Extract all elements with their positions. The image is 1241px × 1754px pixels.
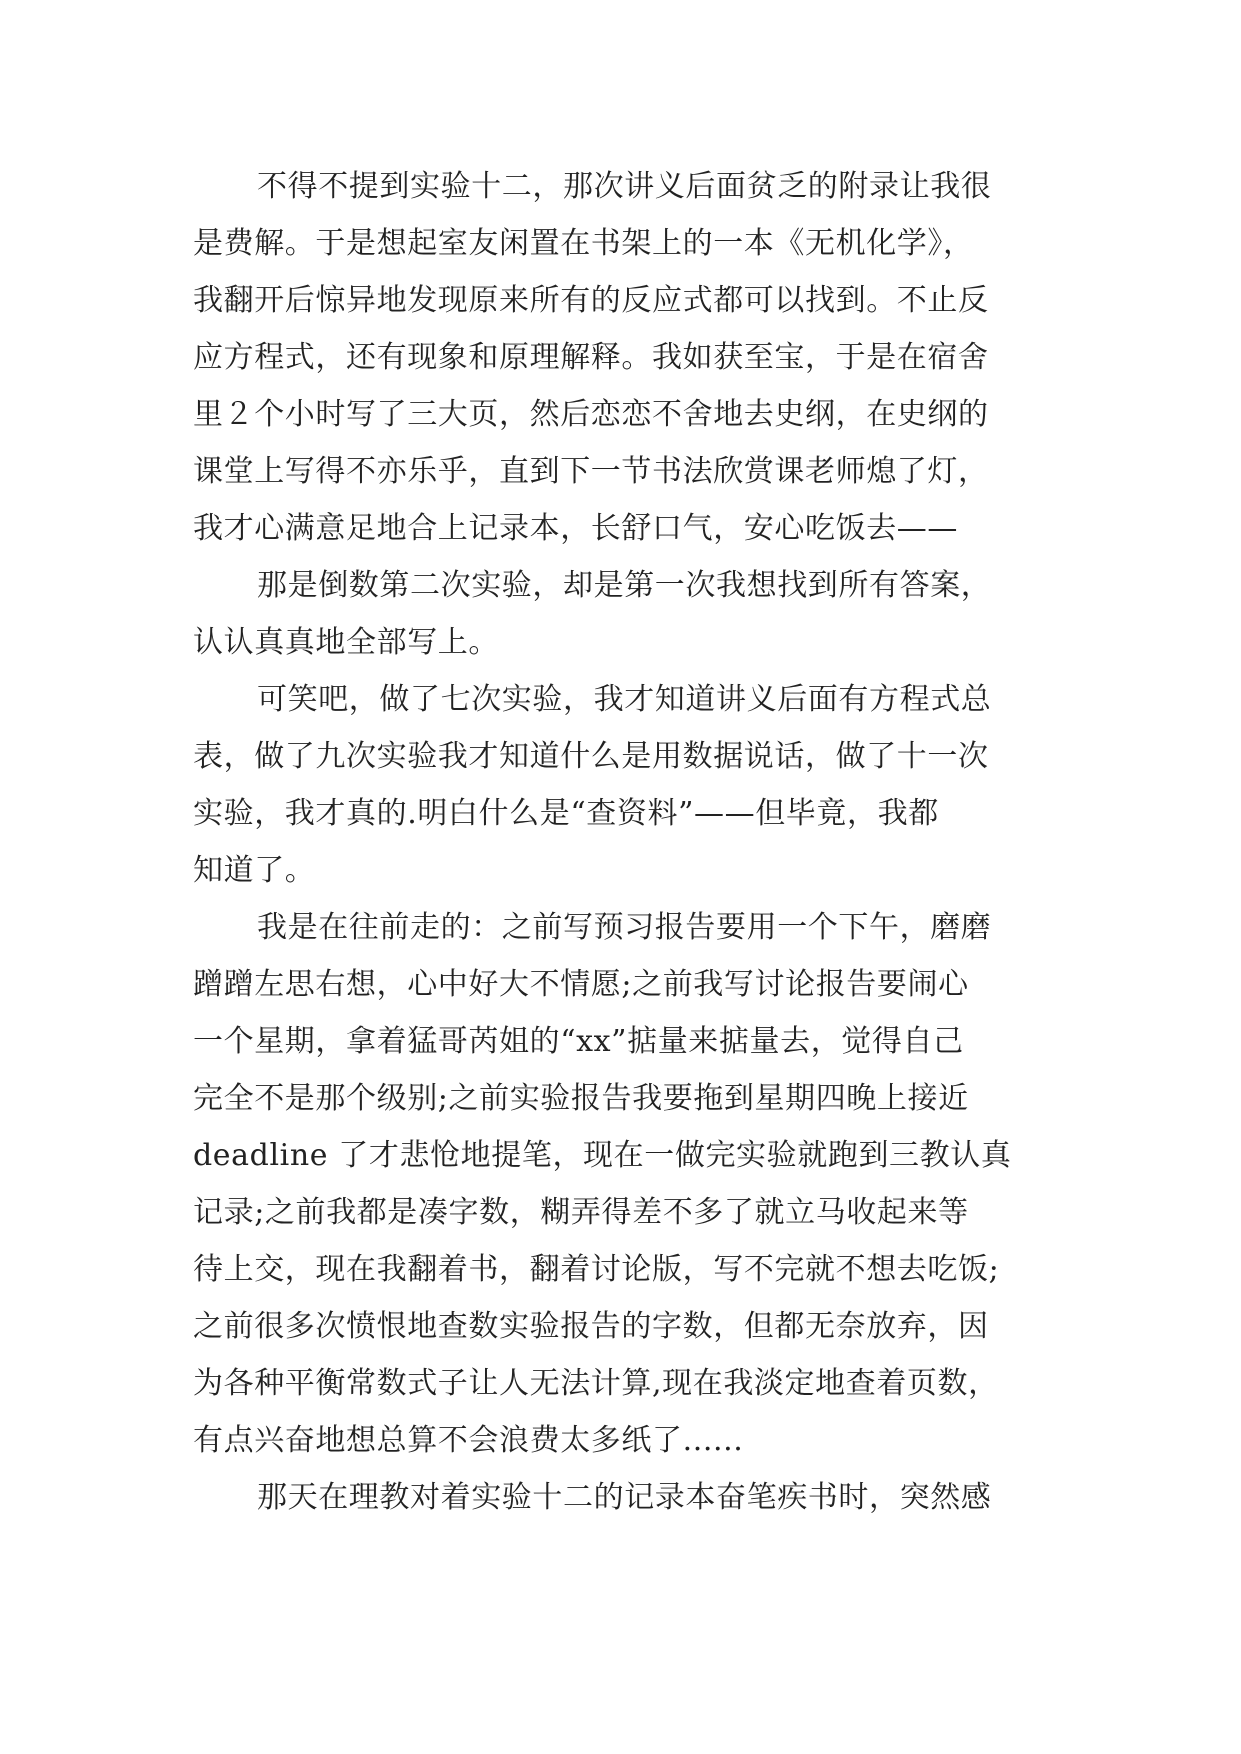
- text-line: 实验，我才真的.明白什么是“查资料”——但毕竟，我都: [193, 796, 939, 831]
- text-line: 我才心满意足地合上记录本，长舒口气，安心吃饭去——: [193, 511, 958, 546]
- paragraph-4: [193, 899, 1063, 1469]
- paragraph-5: [193, 1469, 1063, 1526]
- text-line: 为各种平衡常数式子让人无法计算,现在我淡定地查着页数，: [193, 1366, 999, 1401]
- paragraph-1: [193, 158, 1063, 557]
- text-line: 知道了。: [193, 853, 316, 888]
- text-line: 那是倒数第二次实验，却是第一次我想找到所有答案，: [257, 568, 992, 603]
- text-line: 那天在理教对着实验十二的记录本奋笔疾书时，突然感: [257, 1480, 992, 1515]
- text-line: 有点兴奋地想总算不会浪费太多纸了......: [193, 1423, 744, 1458]
- text-line: 之前很多次愤恨地查数实验报告的字数，但都无奈放弃，因: [193, 1309, 989, 1344]
- document-body: [193, 158, 1063, 1526]
- text-line: 认认真真地全部写上。: [193, 625, 499, 660]
- text-line: 不得不提到实验十二，那次讲义后面贫乏的附录让我很: [257, 169, 992, 204]
- paragraph-3: [193, 671, 1063, 899]
- paragraph-2: [193, 557, 1063, 671]
- text-line: 待上交，现在我翻着书，翻着讨论版，写不完就不想去吃饭;: [193, 1252, 1000, 1287]
- text-line: 应方程式，还有现象和原理解释。我如获至宝，于是在宿舍: [193, 340, 989, 375]
- text-line: 可笑吧，做了七次实验，我才知道讲义后面有方程式总: [257, 682, 992, 717]
- text-line: 记录;之前我都是凑字数，糊弄得差不多了就立马收起来等: [193, 1195, 969, 1230]
- text-line: 完全不是那个级别;之前实验报告我要拖到星期四晚上接近: [193, 1081, 969, 1116]
- text-line: 是费解。于是想起室友闲置在书架上的一本《无机化学》，: [193, 226, 974, 261]
- text-line: deadline 了才悲怆地提笔，现在一做完实验就跑到三教认真: [193, 1138, 1012, 1173]
- text-line: 表，做了九次实验我才知道什么是用数据说话，做了十一次: [193, 739, 989, 774]
- text-line: 里２个小时写了三大页，然后恋恋不舍地去史纲，在史纲的: [193, 397, 989, 432]
- text-line: 我是在往前走的：之前写预习报告要用一个下午，磨磨: [257, 910, 992, 945]
- text-line: 课堂上写得不亦乐乎，直到下一节书法欣赏课老师熄了灯，: [193, 454, 989, 489]
- text-line: 蹭蹭左思右想，心中好大不情愿;之前我写讨论报告要闹心: [193, 967, 969, 1002]
- text-line: 我翻开后惊异地发现原来所有的反应式都可以找到。不止反: [193, 283, 989, 318]
- text-line: 一个星期，拿着猛哥芮姐的“xx”掂量来掂量去，觉得自己: [193, 1024, 964, 1059]
